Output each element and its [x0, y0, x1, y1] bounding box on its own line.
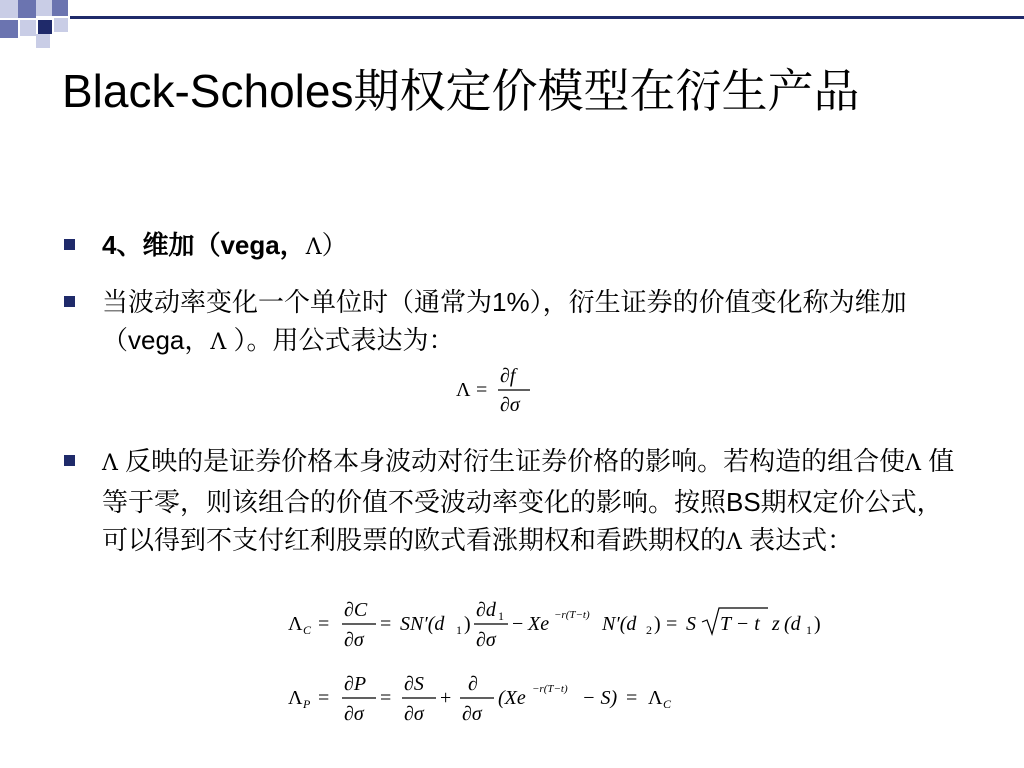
deco-square — [38, 20, 52, 34]
formula-term: ) — [654, 613, 661, 635]
bullet-text: 4、维加（ — [102, 230, 221, 260]
lambda-symbol: Λ — [905, 451, 922, 476]
formula-term: (d — [784, 613, 801, 635]
formula-term: Xe — [528, 613, 550, 635]
bullet-text: ， — [279, 230, 306, 260]
subscript: 1 — [456, 623, 462, 637]
deco-square — [36, 0, 52, 16]
formula-numerator: ∂C — [344, 599, 368, 621]
formula-numerator: ∂f — [500, 365, 516, 387]
formula-denominator: ∂σ — [344, 703, 364, 725]
formula-term: ) — [814, 613, 821, 635]
formula-denominator: ∂σ — [404, 703, 424, 725]
formula-equals: = — [318, 687, 330, 709]
formula-denominator: ∂σ — [344, 629, 364, 651]
deco-square — [18, 0, 36, 18]
subscript: 2 — [646, 623, 652, 637]
formula-numerator: ∂ — [468, 673, 478, 695]
formula-lhs: Λ — [288, 613, 303, 635]
call-vega-formula — [288, 596, 828, 654]
formula-term: SN′(d — [400, 613, 445, 635]
subscript: P — [303, 697, 311, 711]
formula-denominator: ∂σ — [462, 703, 482, 725]
bullet-vega-meaning — [62, 442, 962, 562]
lambda-symbol: Λ — [305, 235, 322, 260]
bullet-text: ）。用公式表达为： — [226, 325, 455, 355]
bullet-text: ） — [321, 230, 348, 260]
deco-square — [54, 18, 68, 32]
lambda-symbol: Λ — [210, 330, 227, 355]
deco-square — [36, 34, 50, 48]
slide-title: Black-Scholes期权定价模型在衍生产品 — [62, 65, 860, 117]
bullet-vega-heading — [62, 226, 962, 267]
formula-numerator: ∂S — [404, 673, 424, 695]
corner-decoration — [0, 0, 1024, 50]
vega-formula — [450, 362, 540, 418]
deco-rule — [70, 16, 1024, 19]
subscript: C — [303, 623, 312, 637]
formula-equals: = — [380, 613, 392, 635]
subscript: 1 — [498, 609, 504, 623]
formula-term: N′(d — [602, 613, 637, 635]
formula-equals: = — [476, 379, 488, 401]
deco-square — [20, 20, 36, 36]
bullet-text: 当波动率变化一个单位时（通常为1%），衍生证券的价值变化称为维加（vega， — [102, 287, 907, 355]
superscript: −r(T−t) — [532, 683, 568, 695]
bullet-vega-definition — [62, 283, 962, 362]
formula-term: ) — [464, 613, 471, 635]
deco-square — [0, 0, 18, 18]
formula-operator: + — [440, 687, 452, 709]
subscript: 1 — [806, 623, 812, 637]
formula-equals: = — [318, 613, 330, 635]
vega-keyword: vega — [220, 230, 280, 260]
formula-denominator: ∂σ — [476, 629, 496, 651]
formula-term: (Xe — [498, 687, 526, 709]
formula-equals: = — [626, 687, 638, 709]
formula-numerator: ∂P — [344, 673, 367, 695]
formula-lhs: Λ — [288, 687, 303, 709]
formula-operator: − — [512, 613, 524, 635]
formula-equals: = — [380, 687, 392, 709]
sqrt-body: T − t — [720, 613, 760, 635]
superscript: −r(T−t) — [554, 609, 590, 621]
formula-term: z — [772, 613, 780, 635]
formula-rhs: Λ — [648, 687, 663, 709]
formula-term: S — [686, 613, 696, 635]
lambda-symbol: Λ — [726, 530, 742, 555]
put-vega-formula — [288, 668, 708, 728]
formula-equals: = — [666, 613, 678, 635]
bullet-text: 反映的是证券价格本身波动对衍生证券价格的影响。若构造的组合使 — [117, 446, 906, 476]
bullet-text: 值等于零，则该组合的价值不受波动率变化的影响。按照BS期权定价公式，可以得到不支付红利股票的欧式看涨期权和看跌期权的 — [102, 446, 955, 555]
formula-denominator: ∂σ — [500, 394, 520, 416]
deco-square — [52, 0, 68, 16]
lambda-symbol: Λ — [102, 451, 118, 476]
formula-lhs: Λ — [456, 379, 471, 401]
formula-numerator: ∂d — [476, 599, 496, 621]
deco-square — [0, 20, 18, 38]
formula-term: − S) — [582, 687, 618, 709]
subscript: C — [663, 697, 672, 711]
bullet-text: 表达式： — [741, 525, 854, 555]
